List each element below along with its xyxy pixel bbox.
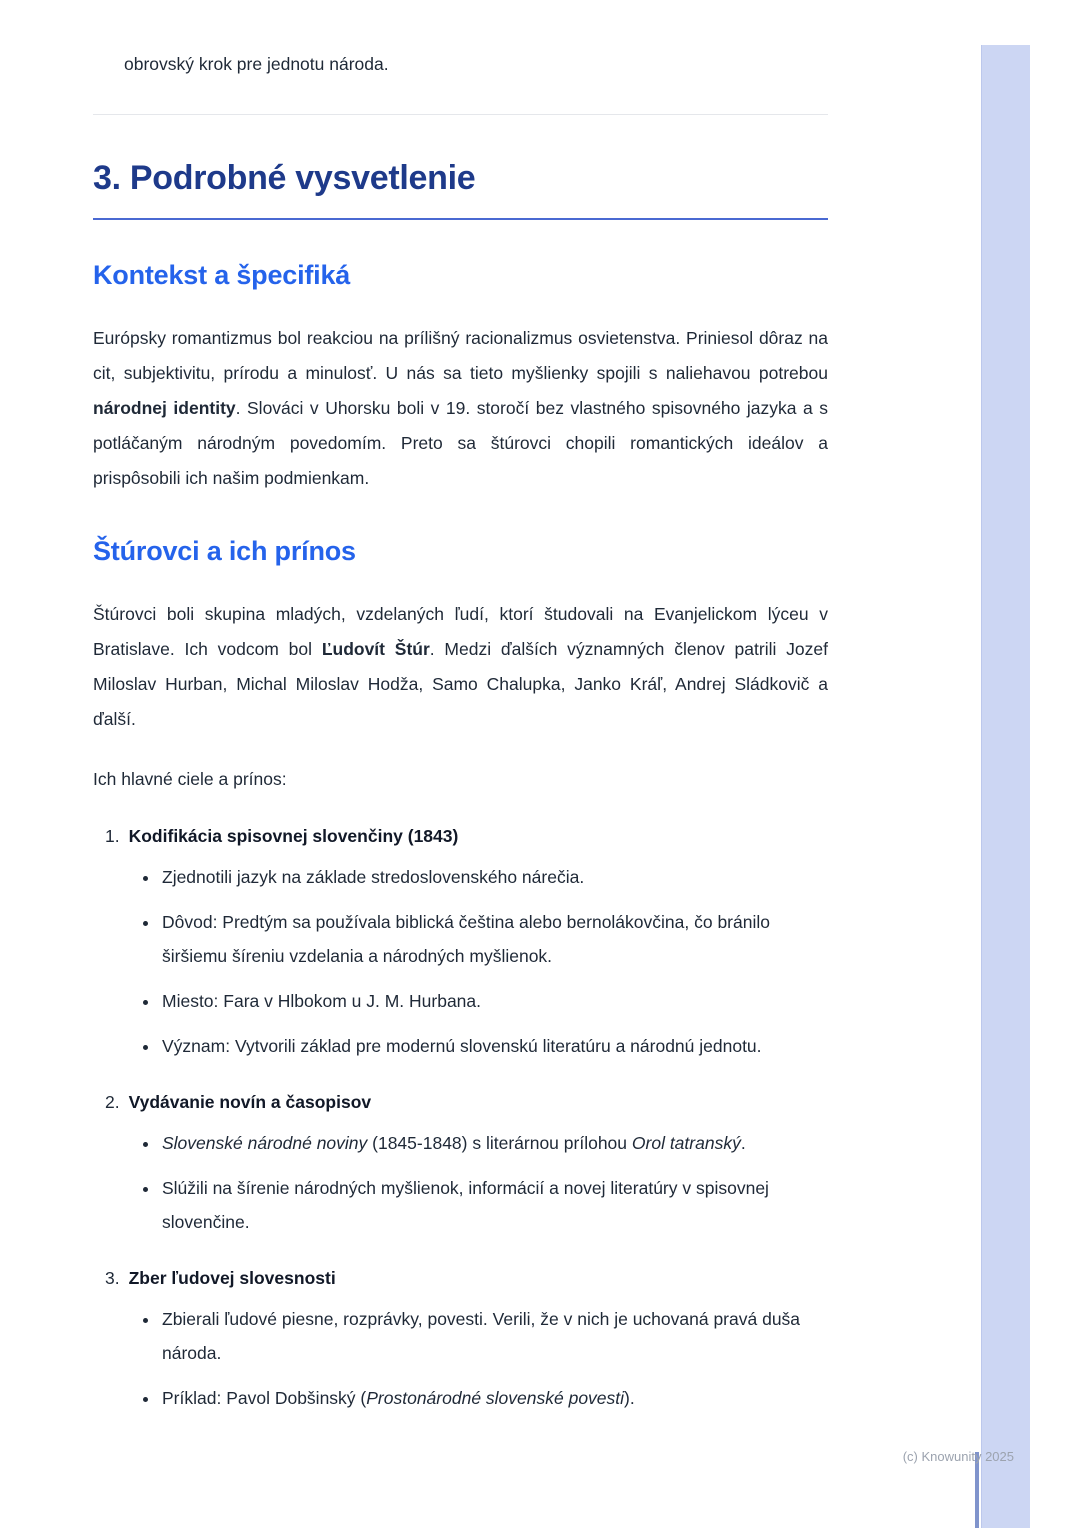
bullet-item: • Slúžili na šírenie národných myšlienok, informácií a novej literatúry v spisovnej slovenčine. bbox=[160, 1171, 828, 1239]
list-item-title-row bbox=[93, 1265, 828, 1292]
list-item bbox=[93, 1089, 828, 1239]
bullet-list bbox=[93, 1126, 828, 1239]
bullet-item: • Význam: Vytvorili základ pre modernú slovenskú literatúru a národnú jednotu. bbox=[160, 1029, 828, 1063]
bullet-item: • Miesto: Fara v Hlbokom u J. M. Hurbana. bbox=[160, 984, 828, 1018]
paragraph-continuation: obrovský krok pre jednotu národa. bbox=[124, 54, 389, 74]
bullet-item: • Slovenské národné noviny (1845-1848) s literárnou prílohou Orol tatranský. bbox=[160, 1126, 828, 1160]
list-item-title-row bbox=[93, 1089, 828, 1116]
list-item-number: 3. bbox=[105, 1268, 120, 1288]
list-item bbox=[93, 1265, 828, 1415]
section-heading: 3. Podrobné vysvetlenie bbox=[93, 159, 828, 220]
list-item-title-row bbox=[93, 823, 828, 850]
list-item bbox=[93, 823, 828, 1063]
paragraph-kontekst: Európsky romantizmus bol reakciou na prílišný racionalizmus osvietenstva. Priniesol dôraz na cit, subjektivitu, prírodu a minulosť. U nás sa tieto myšlienky spojili s naliehavou potrebou národnej identity. Slováci v Uhorsku boli v 19. storočí bez vlastného spisovného jazyka a s potláčaným národným povedomím. Preto sa štúrovci chopili romantických ideálov a prispôsobili ich našim podmienkam. bbox=[93, 328, 829, 488]
list-item-title: Kodifikácia spisovnej slovenčiny (1843) bbox=[128, 826, 459, 846]
list-lead: Ich hlavné ciele a prínos: bbox=[93, 769, 287, 789]
list-item-number: 1. bbox=[105, 826, 120, 846]
subsection-heading-sturovci: Štúrovci a ich prínos bbox=[93, 536, 356, 566]
list-item-number: 2. bbox=[105, 1092, 120, 1112]
bullet-item: • Zjednotili jazyk na základe stredoslovenského nárečia. bbox=[160, 860, 828, 894]
bullet-item: • Príklad: Pavol Dobšinský (Prostonárodné slovenské povesti). bbox=[160, 1381, 828, 1415]
section-divider bbox=[93, 114, 828, 115]
goals-list bbox=[93, 823, 828, 1415]
bullet-list bbox=[93, 1302, 828, 1415]
copyright-watermark: (c) Knowunity 2025 bbox=[902, 1449, 1014, 1464]
bullet-list bbox=[93, 860, 828, 1063]
subsection-heading-kontekst: Kontekst a špecifiká bbox=[93, 260, 351, 290]
bullet-item: • Dôvod: Predtým sa používala biblická čeština alebo bernolákovčina, čo bránilo širšiemu šíreniu vzdelania a národných myšlienok. bbox=[160, 905, 828, 973]
bullet-item: • Zbierali ľudové piesne, rozprávky, povesti. Verili, že v nich je uchovaná pravá duša národa. bbox=[160, 1302, 828, 1370]
scrollbar-track[interactable] bbox=[981, 45, 1030, 1528]
list-item-title: Vydávanie novín a časopisov bbox=[128, 1092, 372, 1112]
document-content bbox=[93, 0, 828, 1415]
list-item-title: Zber ľudovej slovesnosti bbox=[128, 1268, 336, 1288]
paragraph-sturovci: Štúrovci boli skupina mladých, vzdelaných ľudí, ktorí študovali na Evanjelickom lýceu v Bratislave. Ich vodcom bol Ľudovít Štúr. Medzi ďalších významných členov patrili Jozef Miloslav Hurban, Michal Miloslav Hodža, Samo Chalupka, Janko Kráľ, Andrej Sládkovič a ďalší. bbox=[93, 604, 828, 729]
